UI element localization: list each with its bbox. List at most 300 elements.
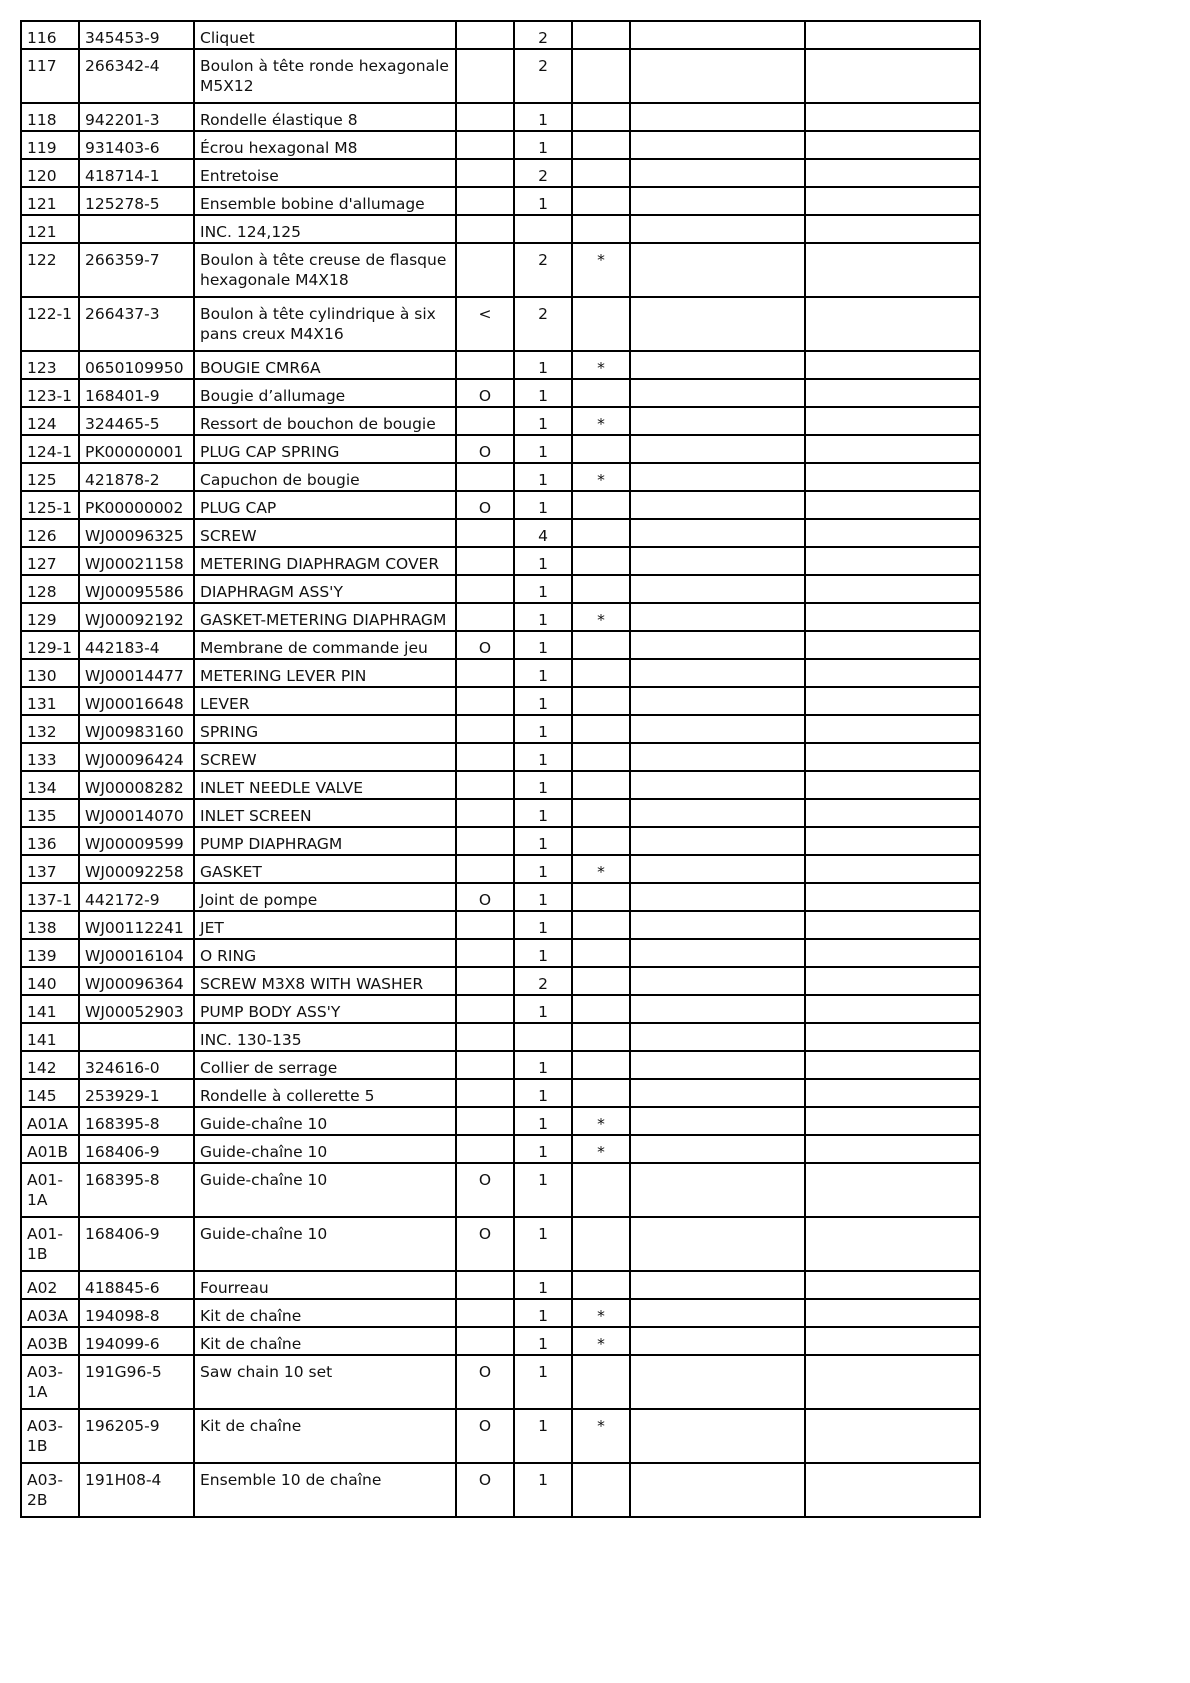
marker-cell [572, 631, 630, 659]
part-code-cell: WJ00014477 [79, 659, 194, 687]
part-code-cell: WJ00096325 [79, 519, 194, 547]
empty-cell [630, 1409, 805, 1463]
quantity-cell: 1 [514, 1107, 572, 1135]
note-cell [456, 1299, 514, 1327]
marker-cell [572, 939, 630, 967]
empty-cell [630, 1271, 805, 1299]
marker-cell [572, 49, 630, 103]
table-row [21, 159, 980, 187]
table-row [21, 799, 980, 827]
note-cell [456, 575, 514, 603]
item-number-cell: 121 [21, 187, 79, 215]
marker-cell [572, 215, 630, 243]
quantity-cell: 1 [514, 687, 572, 715]
quantity-cell: 4 [514, 519, 572, 547]
quantity-cell: 1 [514, 1327, 572, 1355]
description-cell: Rondelle élastique 8 [194, 103, 456, 131]
part-code-cell: 0650109950 [79, 351, 194, 379]
description-cell: Fourreau [194, 1271, 456, 1299]
note-cell [456, 547, 514, 575]
empty-cell [630, 379, 805, 407]
description-cell: LEVER [194, 687, 456, 715]
marker-cell: * [572, 407, 630, 435]
note-cell: O [456, 435, 514, 463]
marker-cell [572, 771, 630, 799]
item-number-cell: 122 [21, 243, 79, 297]
table-row [21, 827, 980, 855]
quantity-cell: 1 [514, 659, 572, 687]
marker-cell [572, 379, 630, 407]
empty-cell [630, 103, 805, 131]
item-number-cell: 121 [21, 215, 79, 243]
note-cell [456, 659, 514, 687]
empty-cell [630, 1051, 805, 1079]
item-number-cell: 135 [21, 799, 79, 827]
description-cell: Rondelle à collerette 5 [194, 1079, 456, 1107]
marker-cell [572, 743, 630, 771]
empty-cell [630, 855, 805, 883]
item-number-cell: 118 [21, 103, 79, 131]
empty-cell [805, 1163, 980, 1217]
empty-cell [805, 297, 980, 351]
part-code-cell: PK00000002 [79, 491, 194, 519]
part-code-cell: 442183-4 [79, 631, 194, 659]
item-number-cell: A03-1A [21, 1355, 79, 1409]
description-cell: Boulon à tête cylindrique à six pans creux M4X16 [194, 297, 456, 351]
item-number-cell: 134 [21, 771, 79, 799]
note-cell [456, 1023, 514, 1051]
part-code-cell: 324616-0 [79, 1051, 194, 1079]
note-cell [456, 187, 514, 215]
empty-cell [630, 187, 805, 215]
marker-cell: * [572, 855, 630, 883]
part-code-cell: WJ00095586 [79, 575, 194, 603]
part-code-cell: WJ00983160 [79, 715, 194, 743]
empty-cell [805, 1463, 980, 1517]
empty-cell [805, 215, 980, 243]
note-cell [456, 1327, 514, 1355]
part-code-cell: WJ00016104 [79, 939, 194, 967]
description-cell: INC. 130-135 [194, 1023, 456, 1051]
table-row [21, 911, 980, 939]
empty-cell [805, 49, 980, 103]
table-row [21, 631, 980, 659]
empty-cell [630, 911, 805, 939]
quantity-cell: 2 [514, 159, 572, 187]
quantity-cell: 1 [514, 827, 572, 855]
description-cell: Entretoise [194, 159, 456, 187]
empty-cell [630, 1079, 805, 1107]
description-cell: BOUGIE CMR6A [194, 351, 456, 379]
item-number-cell: A03-2B [21, 1463, 79, 1517]
marker-cell [572, 103, 630, 131]
quantity-cell [514, 215, 572, 243]
quantity-cell: 1 [514, 1409, 572, 1463]
item-number-cell: A01-1B [21, 1217, 79, 1271]
part-code-cell: 194099-6 [79, 1327, 194, 1355]
part-code-cell: WJ00052903 [79, 995, 194, 1023]
marker-cell [572, 799, 630, 827]
table-row [21, 995, 980, 1023]
marker-cell [572, 131, 630, 159]
quantity-cell: 1 [514, 1217, 572, 1271]
empty-cell [630, 827, 805, 855]
marker-cell: * [572, 1299, 630, 1327]
empty-cell [805, 771, 980, 799]
part-code-cell: WJ00092258 [79, 855, 194, 883]
description-cell: GASKET [194, 855, 456, 883]
empty-cell [805, 351, 980, 379]
empty-cell [630, 243, 805, 297]
marker-cell: * [572, 1135, 630, 1163]
empty-cell [630, 519, 805, 547]
marker-cell [572, 659, 630, 687]
quantity-cell: 1 [514, 631, 572, 659]
table-row [21, 603, 980, 631]
part-code-cell: 266359-7 [79, 243, 194, 297]
parts-table [20, 20, 981, 1518]
empty-cell [630, 631, 805, 659]
marker-cell: * [572, 463, 630, 491]
part-code-cell: 196205-9 [79, 1409, 194, 1463]
empty-cell [805, 243, 980, 297]
description-cell: Guide-chaîne 10 [194, 1163, 456, 1217]
quantity-cell: 2 [514, 967, 572, 995]
description-cell: Saw chain 10 set [194, 1355, 456, 1409]
marker-cell [572, 1023, 630, 1051]
table-row [21, 491, 980, 519]
empty-cell [630, 1217, 805, 1271]
table-row [21, 1079, 980, 1107]
note-cell [456, 911, 514, 939]
part-code-cell: 125278-5 [79, 187, 194, 215]
empty-cell [630, 1299, 805, 1327]
table-row [21, 1271, 980, 1299]
marker-cell [572, 1355, 630, 1409]
empty-cell [630, 1135, 805, 1163]
part-code-cell: 266342-4 [79, 49, 194, 103]
note-cell [456, 351, 514, 379]
note-cell: O [456, 379, 514, 407]
table-row [21, 1327, 980, 1355]
item-number-cell: A03A [21, 1299, 79, 1327]
table-row [21, 519, 980, 547]
table-row [21, 575, 980, 603]
note-cell [456, 603, 514, 631]
note-cell [456, 1271, 514, 1299]
note-cell [456, 49, 514, 103]
description-cell: METERING DIAPHRAGM COVER [194, 547, 456, 575]
item-number-cell: 124-1 [21, 435, 79, 463]
empty-cell [805, 715, 980, 743]
empty-cell [805, 1355, 980, 1409]
description-cell: Cliquet [194, 21, 456, 49]
empty-cell [805, 547, 980, 575]
table-row [21, 659, 980, 687]
marker-cell [572, 1463, 630, 1517]
note-cell: O [456, 1409, 514, 1463]
empty-cell [630, 1463, 805, 1517]
part-code-cell: WJ00112241 [79, 911, 194, 939]
empty-cell [630, 435, 805, 463]
empty-cell [805, 1135, 980, 1163]
quantity-cell: 1 [514, 1271, 572, 1299]
description-cell: INLET NEEDLE VALVE [194, 771, 456, 799]
description-cell: SCREW M3X8 WITH WASHER [194, 967, 456, 995]
part-code-cell: 168401-9 [79, 379, 194, 407]
note-cell [456, 131, 514, 159]
description-cell: Boulon à tête creuse de flasque hexagonale M4X18 [194, 243, 456, 297]
note-cell [456, 159, 514, 187]
item-number-cell: 122-1 [21, 297, 79, 351]
quantity-cell: 1 [514, 575, 572, 603]
empty-cell [805, 435, 980, 463]
empty-cell [805, 187, 980, 215]
marker-cell [572, 911, 630, 939]
item-number-cell: 117 [21, 49, 79, 103]
part-code-cell: 418845-6 [79, 1271, 194, 1299]
empty-cell [805, 131, 980, 159]
part-code-cell: WJ00021158 [79, 547, 194, 575]
marker-cell [572, 297, 630, 351]
item-number-cell: 138 [21, 911, 79, 939]
description-cell: PUMP DIAPHRAGM [194, 827, 456, 855]
item-number-cell: 126 [21, 519, 79, 547]
note-cell: < [456, 297, 514, 351]
part-code-cell: 324465-5 [79, 407, 194, 435]
empty-cell [630, 603, 805, 631]
part-code-cell: 168395-8 [79, 1163, 194, 1217]
empty-cell [630, 1023, 805, 1051]
quantity-cell: 1 [514, 131, 572, 159]
item-number-cell: 139 [21, 939, 79, 967]
note-cell: O [456, 631, 514, 659]
item-number-cell: 133 [21, 743, 79, 771]
part-code-cell: 253929-1 [79, 1079, 194, 1107]
item-number-cell: 124 [21, 407, 79, 435]
note-cell: O [456, 1463, 514, 1517]
table-row [21, 855, 980, 883]
table-row [21, 939, 980, 967]
description-cell: Membrane de commande jeu [194, 631, 456, 659]
table-row [21, 1217, 980, 1271]
note-cell [456, 215, 514, 243]
note-cell [456, 243, 514, 297]
empty-cell [630, 995, 805, 1023]
empty-cell [630, 1355, 805, 1409]
quantity-cell: 1 [514, 435, 572, 463]
part-code-cell: 194098-8 [79, 1299, 194, 1327]
quantity-cell: 1 [514, 1163, 572, 1217]
quantity-cell: 2 [514, 243, 572, 297]
quantity-cell: 1 [514, 715, 572, 743]
empty-cell [630, 547, 805, 575]
table-row [21, 435, 980, 463]
note-cell [456, 967, 514, 995]
table-row [21, 463, 980, 491]
quantity-cell: 1 [514, 1299, 572, 1327]
marker-cell [572, 1271, 630, 1299]
table-row [21, 883, 980, 911]
part-code-cell [79, 1023, 194, 1051]
empty-cell [630, 743, 805, 771]
description-cell: Écrou hexagonal M8 [194, 131, 456, 159]
item-number-cell: 123 [21, 351, 79, 379]
table-row [21, 103, 980, 131]
note-cell [456, 1079, 514, 1107]
description-cell: Guide-chaîne 10 [194, 1217, 456, 1271]
table-row [21, 1463, 980, 1517]
table-row [21, 1051, 980, 1079]
item-number-cell: 125-1 [21, 491, 79, 519]
part-code-cell: 421878-2 [79, 463, 194, 491]
part-code-cell: 418714-1 [79, 159, 194, 187]
empty-cell [805, 491, 980, 519]
part-code-cell: 191H08-4 [79, 1463, 194, 1517]
part-code-cell: 442172-9 [79, 883, 194, 911]
empty-cell [805, 1051, 980, 1079]
empty-cell [630, 967, 805, 995]
quantity-cell: 1 [514, 771, 572, 799]
description-cell: PLUG CAP SPRING [194, 435, 456, 463]
quantity-cell: 1 [514, 187, 572, 215]
quantity-cell: 1 [514, 407, 572, 435]
table-row [21, 1135, 980, 1163]
empty-cell [805, 967, 980, 995]
part-code-cell: WJ00014070 [79, 799, 194, 827]
item-number-cell: 140 [21, 967, 79, 995]
item-number-cell: 145 [21, 1079, 79, 1107]
empty-cell [805, 1271, 980, 1299]
description-cell: DIAPHRAGM ASS'Y [194, 575, 456, 603]
note-cell [456, 103, 514, 131]
description-cell: INC. 124,125 [194, 215, 456, 243]
empty-cell [805, 159, 980, 187]
note-cell [456, 771, 514, 799]
marker-cell [572, 995, 630, 1023]
marker-cell [572, 687, 630, 715]
part-code-cell: WJ00092192 [79, 603, 194, 631]
empty-cell [630, 883, 805, 911]
description-cell: Boulon à tête ronde hexagonale M5X12 [194, 49, 456, 103]
quantity-cell: 2 [514, 49, 572, 103]
description-cell: Bougie d’allumage [194, 379, 456, 407]
description-cell: Capuchon de bougie [194, 463, 456, 491]
table-row [21, 379, 980, 407]
table-row [21, 131, 980, 159]
quantity-cell: 1 [514, 799, 572, 827]
empty-cell [805, 995, 980, 1023]
description-cell: Ressort de bouchon de bougie [194, 407, 456, 435]
empty-cell [630, 159, 805, 187]
description-cell: PLUG CAP [194, 491, 456, 519]
description-cell: METERING LEVER PIN [194, 659, 456, 687]
note-cell [456, 939, 514, 967]
empty-cell [805, 1299, 980, 1327]
note-cell [456, 407, 514, 435]
item-number-cell: 119 [21, 131, 79, 159]
description-cell: O RING [194, 939, 456, 967]
note-cell: O [456, 1217, 514, 1271]
empty-cell [805, 1023, 980, 1051]
table-row [21, 771, 980, 799]
empty-cell [805, 659, 980, 687]
empty-cell [805, 939, 980, 967]
marker-cell: * [572, 1107, 630, 1135]
table-row [21, 215, 980, 243]
note-cell [456, 855, 514, 883]
table-row [21, 187, 980, 215]
table-row [21, 1107, 980, 1135]
empty-cell [630, 49, 805, 103]
part-code-cell: WJ00008282 [79, 771, 194, 799]
empty-cell [630, 407, 805, 435]
part-code-cell: WJ00096424 [79, 743, 194, 771]
note-cell [456, 21, 514, 49]
item-number-cell: 132 [21, 715, 79, 743]
marker-cell [572, 715, 630, 743]
empty-cell [805, 687, 980, 715]
quantity-cell: 1 [514, 351, 572, 379]
note-cell [456, 519, 514, 547]
empty-cell [805, 103, 980, 131]
note-cell [456, 715, 514, 743]
quantity-cell: 1 [514, 603, 572, 631]
description-cell: Joint de pompe [194, 883, 456, 911]
empty-cell [630, 215, 805, 243]
empty-cell [630, 575, 805, 603]
part-code-cell: 168406-9 [79, 1135, 194, 1163]
table-row [21, 407, 980, 435]
description-cell: Ensemble 10 de chaîne [194, 1463, 456, 1517]
description-cell: GASKET-METERING DIAPHRAGM [194, 603, 456, 631]
note-cell [456, 1051, 514, 1079]
empty-cell [630, 1163, 805, 1217]
empty-cell [805, 631, 980, 659]
empty-cell [805, 799, 980, 827]
item-number-cell: 123-1 [21, 379, 79, 407]
empty-cell [805, 1327, 980, 1355]
parts-table-body [21, 21, 980, 1517]
marker-cell [572, 1163, 630, 1217]
description-cell: Guide-chaîne 10 [194, 1107, 456, 1135]
marker-cell [572, 159, 630, 187]
empty-cell [630, 1107, 805, 1135]
empty-cell [630, 939, 805, 967]
item-number-cell: 125 [21, 463, 79, 491]
empty-cell [630, 21, 805, 49]
quantity-cell: 1 [514, 463, 572, 491]
empty-cell [805, 407, 980, 435]
marker-cell [572, 967, 630, 995]
table-row [21, 1163, 980, 1217]
marker-cell [572, 519, 630, 547]
empty-cell [805, 911, 980, 939]
part-code-cell: 942201-3 [79, 103, 194, 131]
quantity-cell: 1 [514, 883, 572, 911]
quantity-cell: 1 [514, 491, 572, 519]
marker-cell [572, 1217, 630, 1271]
marker-cell: * [572, 1409, 630, 1463]
part-code-cell: 168395-8 [79, 1107, 194, 1135]
quantity-cell [514, 1023, 572, 1051]
description-cell: Kit de chaîne [194, 1299, 456, 1327]
quantity-cell: 1 [514, 939, 572, 967]
description-cell: Guide-chaîne 10 [194, 1135, 456, 1163]
note-cell [456, 1135, 514, 1163]
description-cell: Kit de chaîne [194, 1409, 456, 1463]
empty-cell [630, 491, 805, 519]
